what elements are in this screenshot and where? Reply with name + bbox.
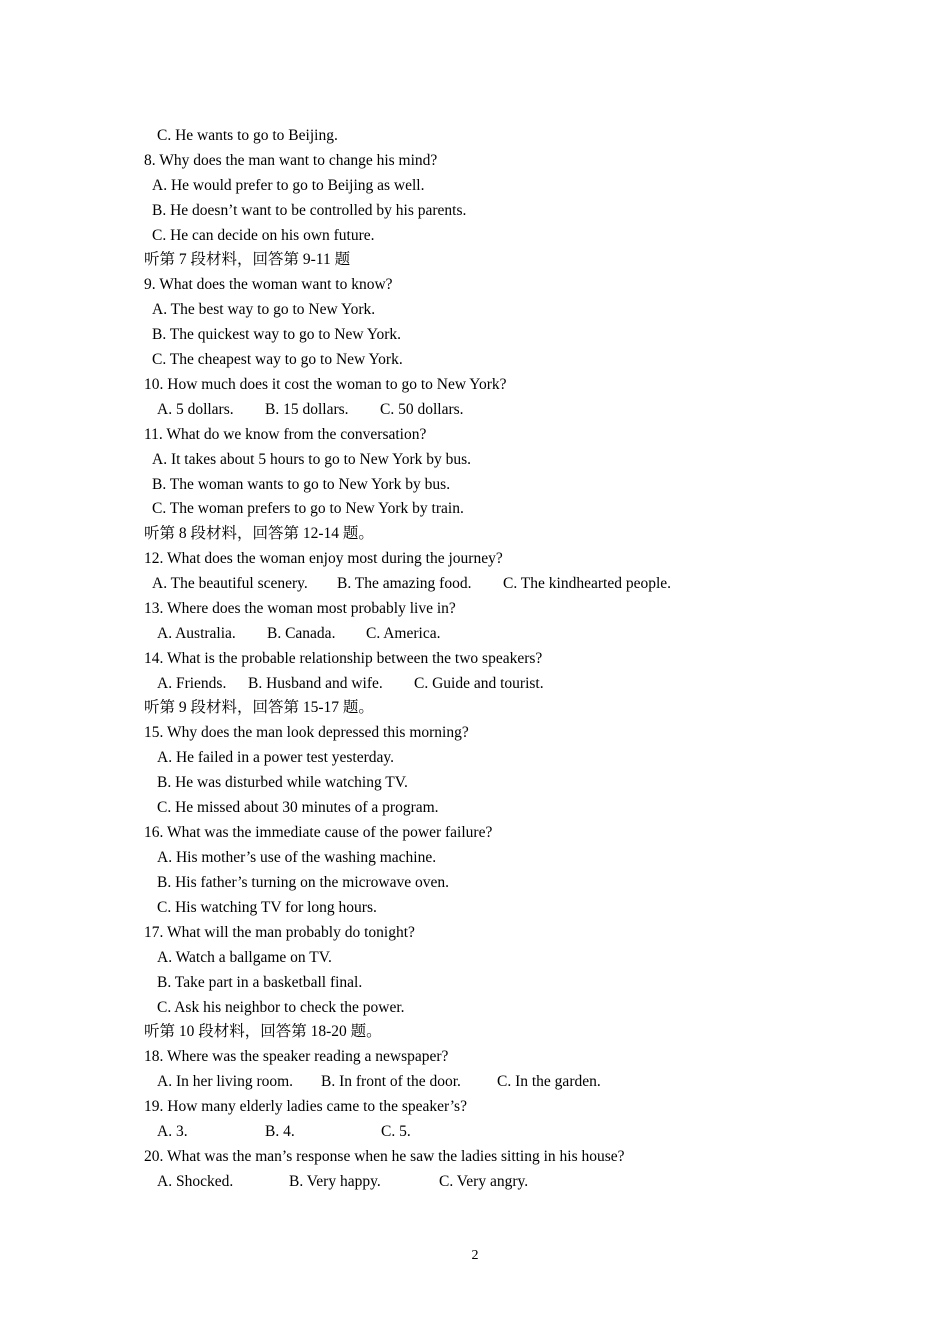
q15-option-a: A. He failed in a power test yesterday. [157, 749, 395, 766]
q17-option-a: A. Watch a ballgame on TV. [157, 949, 332, 966]
q19-option-c: C. 5. [381, 1123, 411, 1140]
q8-option-b: B. He doesn’t want to be controlled by his parents. [152, 202, 467, 219]
q14-option-a: A. Friends. [157, 675, 227, 692]
q15-option-c: C. He missed about 30 minutes of a program. [157, 799, 439, 816]
q7-option-c: C. He wants to go to Beijing. [157, 127, 338, 144]
section-heading-10: 听第 10 段材料，回答第 18-20 题。 [144, 1023, 382, 1040]
q12-option-b: B. The amazing food. [337, 575, 472, 592]
q18-option-b: B. In front of the door. [321, 1073, 461, 1090]
q17-option-c: C. Ask his neighbor to check the power. [157, 999, 405, 1016]
q13-option-a: A. Australia. [157, 625, 236, 642]
question-13: 13. Where does the woman most probably live in? [144, 600, 456, 617]
q14-option-b: B. Husband and wife. [248, 675, 383, 692]
section-heading-7: 听第 7 段材料，回答第 9-11 题 [144, 251, 351, 268]
q16-option-a: A. His mother’s use of the washing machine. [157, 849, 437, 866]
page-number: 2 [471, 1248, 479, 1263]
q9-option-c: C. The cheapest way to go to New York. [152, 351, 403, 368]
question-16: 16. What was the immediate cause of the power failure? [144, 824, 493, 841]
q8-option-a: A. He would prefer to go to Beijing as well. [152, 177, 425, 194]
q10-option-a: A. 5 dollars. [157, 401, 234, 418]
q9-option-a: A. The best way to go to New York. [152, 301, 376, 318]
q16-option-c: C. His watching TV for long hours. [157, 899, 377, 916]
question-9: 9. What does the woman want to know? [144, 276, 393, 293]
q10-option-c: C. 50 dollars. [380, 401, 464, 418]
question-10: 10. How much does it cost the woman to go to New York? [144, 376, 507, 393]
section-heading-9: 听第 9 段材料，回答第 15-17 题。 [144, 699, 374, 716]
question-12: 12. What does the woman enjoy most during the journey? [144, 550, 503, 567]
q16-option-b: B. His father’s turning on the microwave oven. [157, 874, 449, 891]
question-11: 11. What do we know from the conversation? [144, 426, 427, 443]
q18-option-a: A. In her living room. [157, 1073, 294, 1090]
q11-option-b: B. The woman wants to go to New York by bus. [152, 476, 451, 493]
question-15: 15. Why does the man look depressed this morning? [144, 724, 469, 741]
question-8: 8. Why does the man want to change his mind? [144, 152, 438, 169]
q19-option-a: A. 3. [157, 1123, 188, 1140]
q12-option-c: C. The kindhearted people. [503, 575, 672, 592]
question-18: 18. Where was the speaker reading a newspaper? [144, 1048, 449, 1065]
q19-option-b: B. 4. [265, 1123, 295, 1140]
question-14: 14. What is the probable relationship between the two speakers? [144, 650, 543, 667]
q11-option-c: C. The woman prefers to go to New York by train. [152, 500, 464, 517]
q17-option-b: B. Take part in a basketball final. [157, 974, 363, 991]
question-17: 17. What will the man probably do tonight? [144, 924, 415, 941]
section-heading-8: 听第 8 段材料，回答第 12-14 题。 [144, 525, 374, 542]
q20-option-c: C. Very angry. [439, 1173, 529, 1190]
q8-option-c: C. He can decide on his own future. [152, 227, 375, 244]
question-19: 19. How many elderly ladies came to the speaker’s? [144, 1098, 467, 1115]
q15-option-b: B. He was disturbed while watching TV. [157, 774, 408, 791]
q9-option-b: B. The quickest way to go to New York. [152, 326, 401, 343]
q20-option-b: B. Very happy. [289, 1173, 381, 1190]
q11-option-a: A. It takes about 5 hours to go to New York by bus. [152, 451, 472, 468]
q14-option-c: C. Guide and tourist. [414, 675, 544, 692]
q12-option-a: A. The beautiful scenery. [152, 575, 308, 592]
q20-option-a: A. Shocked. [157, 1173, 234, 1190]
q13-option-c: C. America. [366, 625, 441, 642]
q13-option-b: B. Canada. [267, 625, 336, 642]
question-20: 20. What was the man’s response when he saw the ladies sitting in his house? [144, 1148, 625, 1165]
q18-option-c: C. In the garden. [497, 1073, 601, 1090]
q10-option-b: B. 15 dollars. [265, 401, 349, 418]
